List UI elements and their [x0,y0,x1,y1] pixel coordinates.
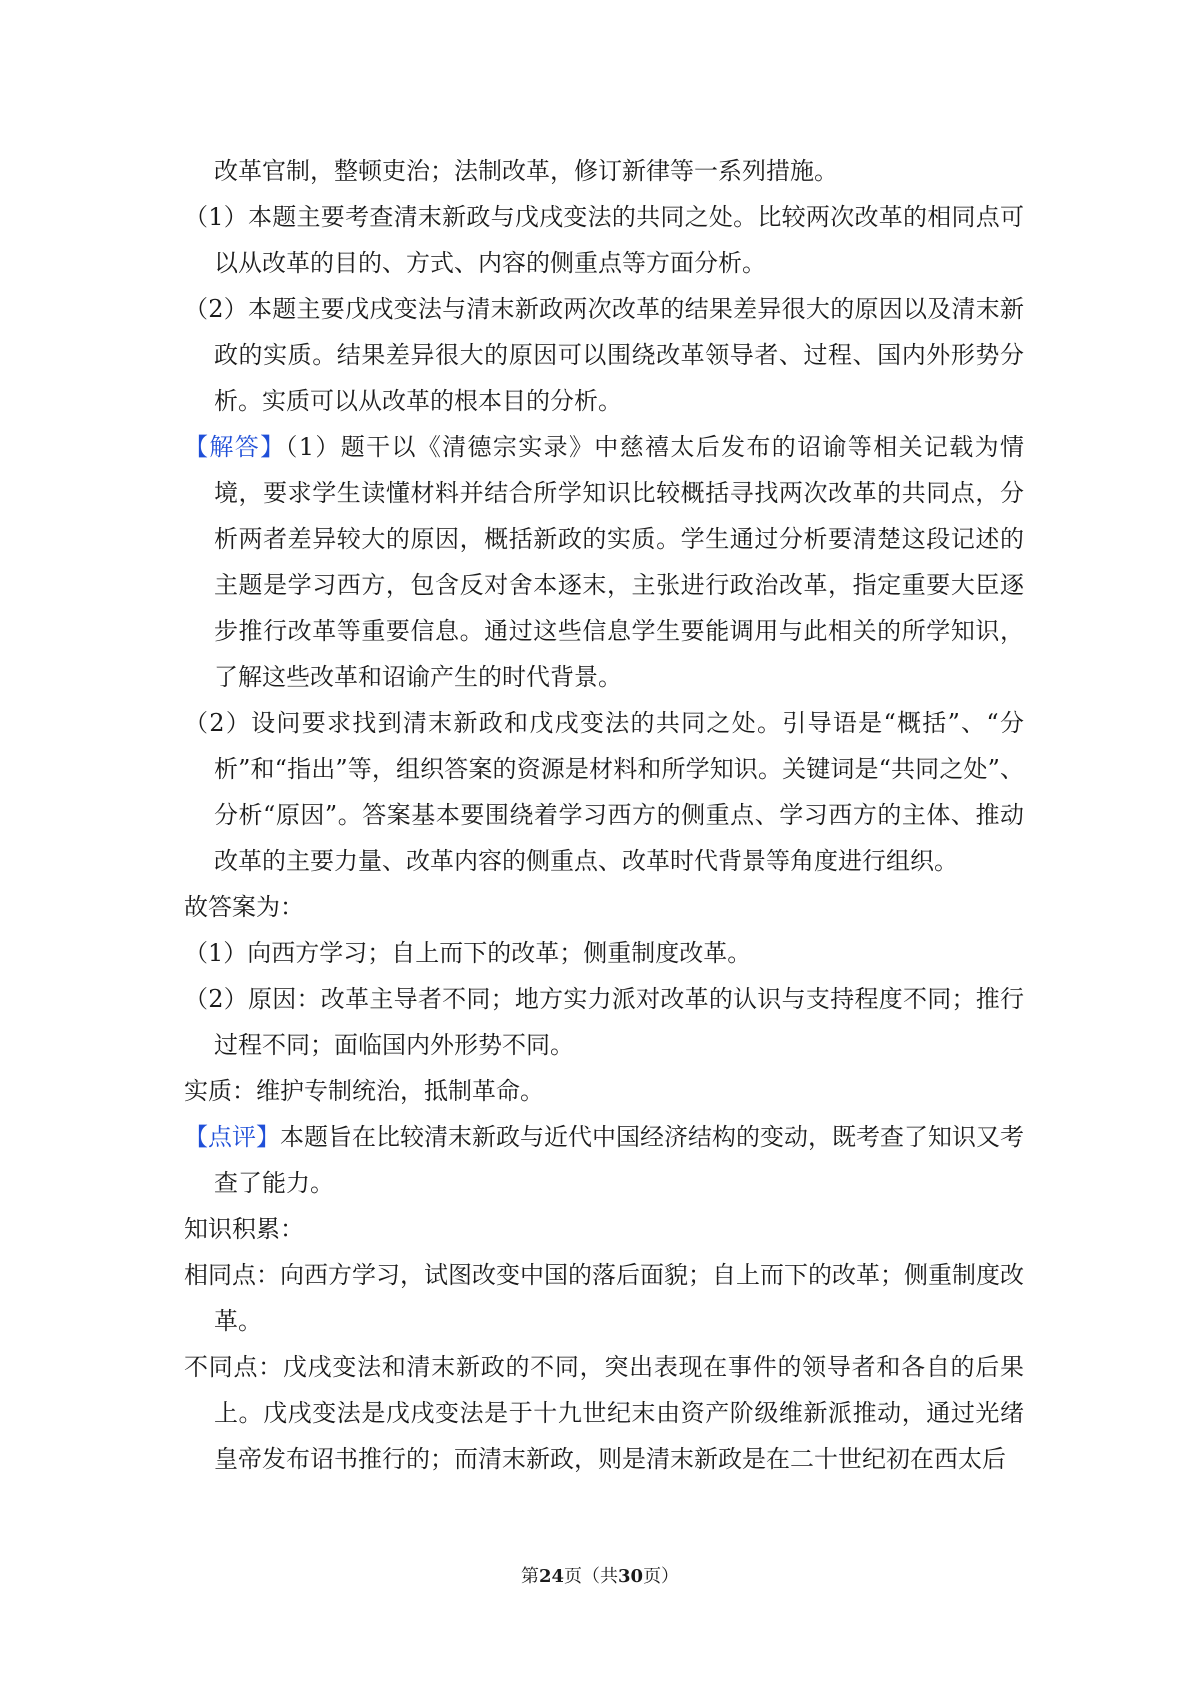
comment-paragraph: 【点评】本题旨在比较清末新政与近代中国经济结构的变动，既考查了知识又考查了能力。 [184,1123,1024,1197]
answer-tag: 【解答】 [184,433,286,461]
paragraph: 实质：维护专制统治，抵制革命。 [184,1077,544,1105]
comment-tag: 【点评】 [184,1123,280,1151]
paragraph: 不同点：戊戌变法和清末新政的不同，突出表现在事件的领导者和各自的后果上。戊戌变法是戊戌变法是于十九世纪末由资产阶级维新派推动，通过光绪皇帝发布诏书推行的；而清末新政，则是清末新政是在二十世纪初在西太后 [184,1353,1024,1473]
total-pages: 30 [618,1566,644,1587]
paragraph: （1）本题主要考查清末新政与戊戌变法的共同之处。比较两次改革的相同点可以从改革的目的、方式、内容的侧重点等方面分析。 [184,203,1024,277]
paragraph: 故答案为： [184,893,304,921]
paragraph: （1）向西方学习；自上而下的改革；侧重制度改革。 [184,939,752,967]
paragraph: （2）本题主要戊戌变法与清末新政两次改革的结果差异很大的原因以及清末新政的实质。结果差异很大的原因可以围绕改革领导者、过程、国内外形势分析。实质可以从改革的根本目的分析。 [184,295,1024,415]
answer-paragraph: 【解答】（1）题干以《清德宗实录》中慈禧太后发布的诏谕等相关记载为情境，要求学生读懂材料并结合所学知识比较概括寻找两次改革的共同点，分析两者差异较大的原因，概括新政的实质。学生通过分析要清楚这段记述的主题是学习西方，包含反对舍本逐末，主张进行政治改革，指定重要大臣逐步推行改革等重要信息。通过这些信息学生要能调用与此相关的所学知识，了解这些改革和诏谕产生的时代背景。 [184,433,1024,691]
page-number: 24 [538,1566,564,1587]
paragraph: 知识积累： [184,1215,304,1243]
paragraph: 相同点：向西方学习，试图改变中国的落后面貌；自上而下的改革；侧重制度改革。 [184,1261,1024,1335]
paragraph: 改革官制，整顿吏治；法制改革，修订新律等一系列措施。 [214,157,838,185]
paragraph: （2）原因：改革主导者不同；地方实力派对改革的认识与支持程度不同；推行过程不同；面临国内外形势不同。 [184,985,1024,1059]
page-footer: 第24页（共30页） [520,1566,680,1587]
document-body [184,148,1024,1482]
paragraph: （2）设问要求找到清末新政和戊戌变法的共同之处。引导语是“概括”、“分析”和“指出”等，组织答案的资源是材料和所学知识。关键词是“共同之处”、分析“原因”。答案基本要围绕着学习西方的侧重点、学习西方的主体、推动改革的主要力量、改革内容的侧重点、改革时代背景等角度进行组织。 [184,709,1024,875]
